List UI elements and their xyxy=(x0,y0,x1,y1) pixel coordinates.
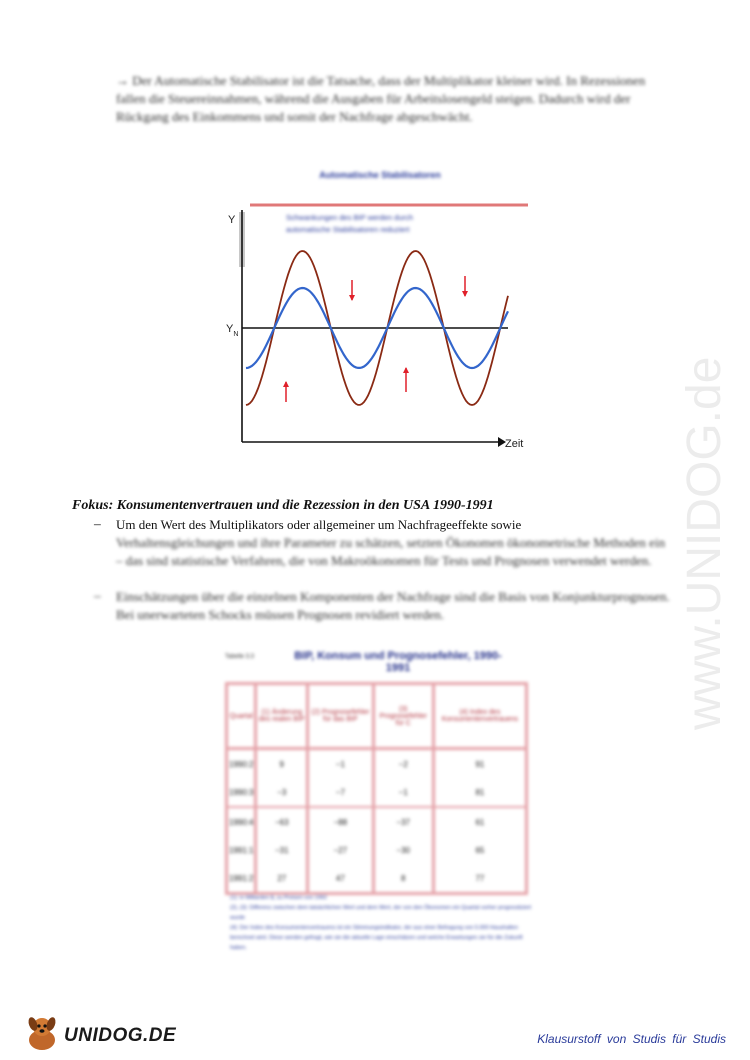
cell: −31 xyxy=(256,836,308,864)
y-axis-label: Y xyxy=(228,214,236,226)
header-col-4: (4) Index des Konsumentenvertrauens xyxy=(433,684,526,749)
cell: 1990:2 xyxy=(229,759,254,769)
annotation-line-2: automatische Stabilisatoren reduziert xyxy=(286,225,410,234)
cell: 27 xyxy=(256,864,308,894)
bullet-1-first-line: Um den Wert des Multiplikators oder allgemeiner um Nachfrageeffekte sowie xyxy=(116,517,522,532)
watermark-text: www.UNIDOG.de xyxy=(678,356,731,730)
cell: −3 xyxy=(256,778,308,807)
cell: 8 xyxy=(373,864,433,894)
fokus-heading: Fokus: Konsumentenvertrauen und die Rezession in den USA 1990-1991 xyxy=(72,498,494,513)
table-row xyxy=(227,807,527,836)
cell: 9 xyxy=(256,749,308,779)
cell: 81 xyxy=(433,778,526,807)
cell: −1 xyxy=(308,749,374,779)
data-table xyxy=(225,682,528,895)
cell: −88 xyxy=(308,807,374,836)
cell: 1990:3 xyxy=(229,787,254,797)
cell: 1991:2 xyxy=(229,873,254,883)
header-col-2: (2) Prognosefehler für das BIP xyxy=(308,684,374,749)
cell: 77 xyxy=(433,864,526,894)
cell: −37 xyxy=(373,807,433,836)
red-arrow-head-1 xyxy=(283,381,289,387)
cell: 47 xyxy=(308,864,374,894)
table-row xyxy=(227,749,527,779)
bullet-1-rest: Verhaltensgleichungen und ihre Parameter zu schätzen, setzten Ökonomen ökonometrische Methoden ein – das sind statistische Verfahren, die von Makroökonomen für Tests und Prognosen verwendet werden. xyxy=(116,535,666,568)
table-row xyxy=(227,778,527,807)
annotation-line-1: Schwankungen des BIP werden durch xyxy=(286,213,414,222)
header-quartal: Quartal xyxy=(227,684,256,749)
bullet-dash-1: – xyxy=(94,516,101,531)
cell: 61 xyxy=(433,807,526,836)
cell: 1991:1 xyxy=(229,845,254,855)
table-label: Tabelle 3.3 xyxy=(225,654,255,660)
cell: −30 xyxy=(373,836,433,864)
dog-icon xyxy=(22,1013,62,1053)
note-3: (4): Der Index des Konsumentenvertrauens ist ein Stimmungsindikator, der aus einer Befragung von 5.000 Haushalten berechnet wird. Diese werden gefragt, wie sie die aktuelle Lage einschätzen und welche Erwartungen sie für die Zukunft haben. xyxy=(230,925,523,951)
stabilizer-chart xyxy=(200,190,540,460)
cell: −2 xyxy=(373,749,433,779)
yn-label: $Y_N$ xyxy=(226,323,239,338)
cell: −7 xyxy=(308,778,374,807)
bullet-dash-2: – xyxy=(94,588,101,603)
table-header-row xyxy=(227,684,527,749)
note-2: (2), (3): Differenz zwischen dem tatsächlichen Wert und dem Wert, der von den Ökonomen ein Quartal vorher prognostiziert wurde xyxy=(230,905,532,921)
table-row xyxy=(227,864,527,894)
red-arrow-head-4 xyxy=(462,291,468,297)
header-col-1: (1) Änderung des realen BIP xyxy=(256,684,308,749)
red-arrow-head-2 xyxy=(349,295,355,301)
cell: 65 xyxy=(433,836,526,864)
note-1: (1): in Milliarden $, zu Preisen von 1992 xyxy=(230,895,327,901)
table-notes xyxy=(230,893,540,953)
cell: −63 xyxy=(256,807,308,836)
unidog-logo xyxy=(22,1013,177,1053)
red-arrow-head-3 xyxy=(403,367,409,373)
table-title: BIP, Konsum und Prognosefehler, 1990-1991 xyxy=(294,650,502,674)
header-col-3: (3) Prognosefehler für C xyxy=(373,684,433,749)
logo-text: UNIDOG.DE xyxy=(64,1025,177,1046)
bullet-2-text: Einschätzungen über die einzelnen Komponenten der Nachfrage sind die Basis von Konjunkturprognosen. Bei unerwarteten Schocks müssen Prognosen revidiert werden. xyxy=(116,589,670,622)
cell: −1 xyxy=(373,778,433,807)
cell: 1990:4 xyxy=(227,807,256,836)
table-row xyxy=(227,836,527,864)
watermark xyxy=(650,270,750,740)
footer-slogan: Klausurstoff von Studis für Studis xyxy=(537,1032,726,1046)
cell: 91 xyxy=(433,749,526,779)
chart-title: Automatische Stabilisatoren xyxy=(319,170,441,180)
cell: −27 xyxy=(308,836,374,864)
x-axis-label: Zeit xyxy=(505,438,524,450)
intro-paragraph: → Der Automatische Stabilisator ist die Tatsache, dass der Multiplikator kleiner wird. In Rezessionen fallen die Steuereinnahmen, während die Ausgaben für Arbeitslosengeld steigen. Dadurch wird der Rückgang des Einkommens und somit der Nachfrage abgeschwächt. xyxy=(116,73,646,124)
